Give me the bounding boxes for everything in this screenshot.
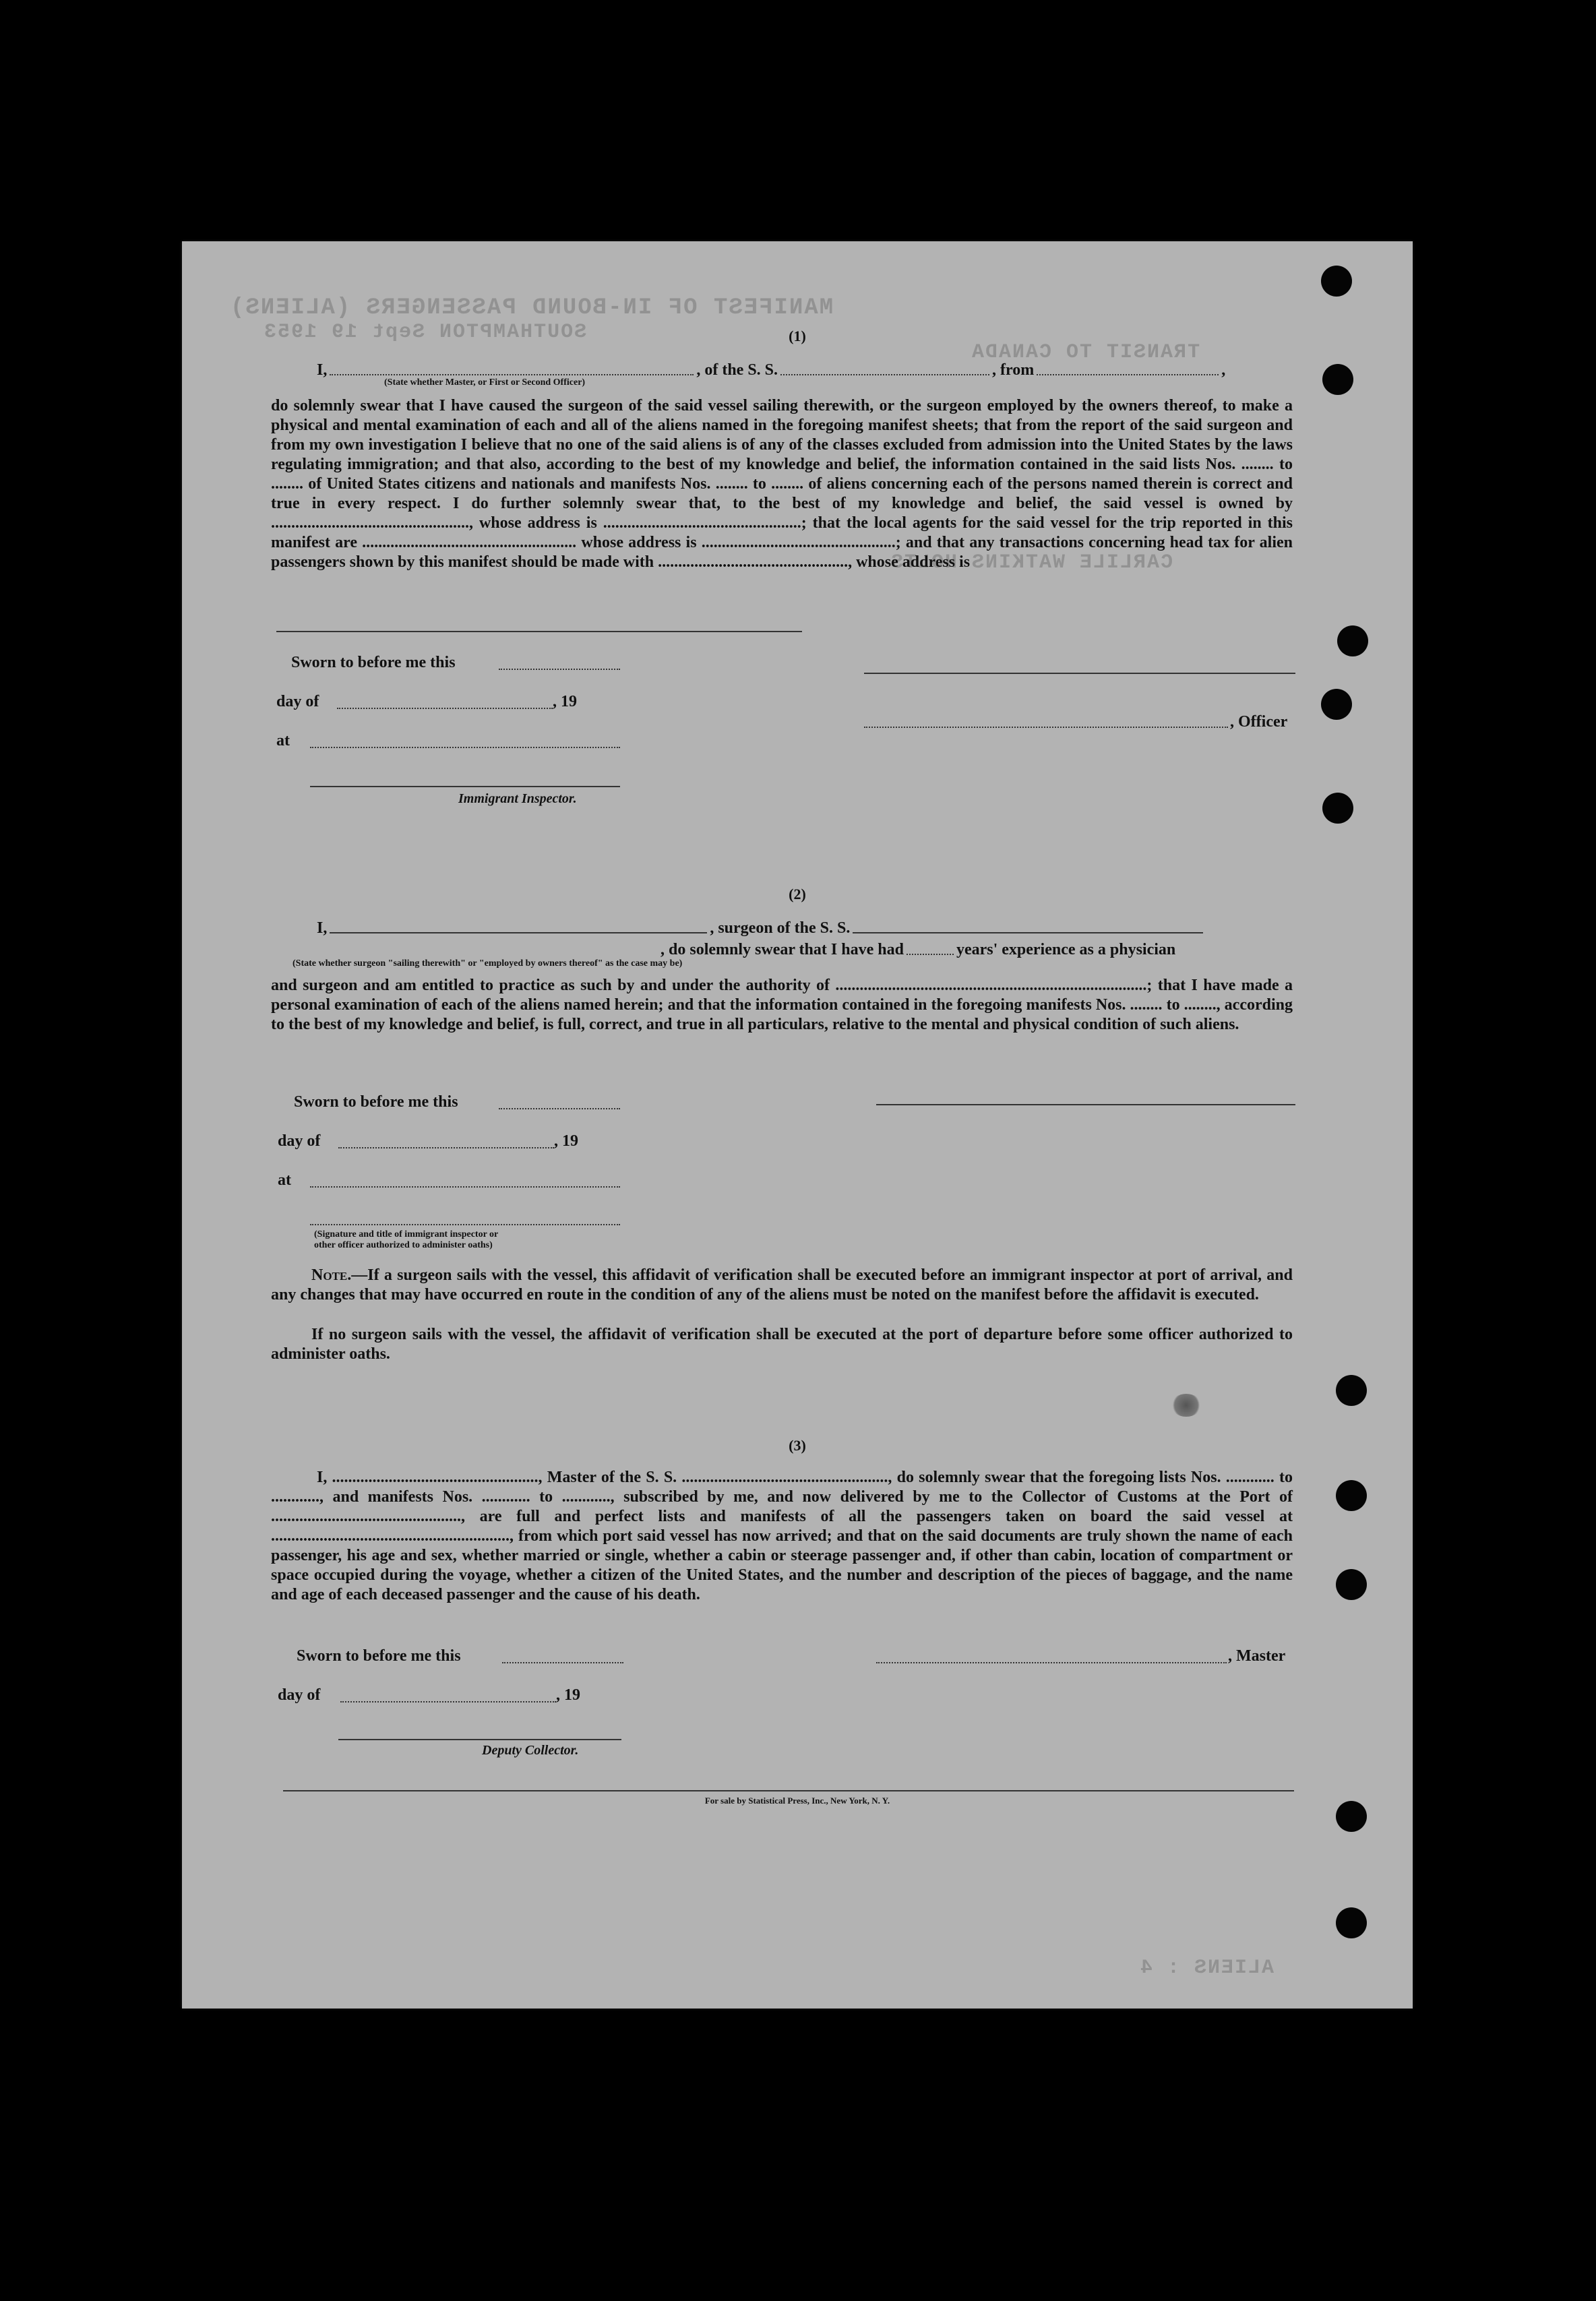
s1-from-label: , from [992,361,1035,379]
s1-day-of: day of [276,693,319,710]
s1-officer-note: (State whether Master, or First or Second Officer) [384,377,586,388]
s2-line2 [661,941,1175,959]
s2-had-label: , do solemnly swear that I have had [661,941,904,958]
s2-note [271,1266,1293,1305]
s3-sworn: Sworn to before me this [297,1647,461,1665]
s1-ss-label: , of the S. S. [696,361,778,379]
punch-hole [1336,1569,1367,1600]
s2-note-label: Note. [311,1266,352,1284]
s1-body: do solemnly swear that I have caused the surgeon of the said vessel sailing therewith, or the surgeon employed by the owners thereof, to make a physical and mental examination of each and all of the aliens named in the foregoing manifest sheets; that from the report of the said surgeon and from my own investigation I believe that no one of the said aliens is of any of the classes excluded from admission into the United States by the laws regulating immigration; and that also, according to the best of my knowledge and belief, the information contained in the said lists Nos. ........ to ........ of United States citizens and nationals and manifests Nos. ........ to ........ of aliens concerning each of the persons named therein is correct and true in every respect. I do further solemnly swear that, to the best of my knowledge and belief, the said vessel is owned by ................................................., whose address is .................................................; that the local agents for the said vessel for the trip reported in this manifest are ..................................................... whose address is ................................................; and that any transactions concerning head tax for alien passengers shown by this manifest should be made with ..............................................., whose address is [271,397,1293,571]
s1-inspector-line [310,786,620,787]
s3-sworn-line [502,1662,623,1663]
s3-master-line [876,1662,1227,1663]
s2-day-of: day of [278,1132,321,1150]
punch-hole [1321,689,1352,720]
ghost-title: MANIFEST OF IN-BOUND PASSENGERS (ALIENS) [229,295,834,321]
s3-day-of: day of [278,1686,321,1704]
s2-i-label: I, [317,919,328,937]
s1-sworn: Sworn to before me this [291,654,456,671]
punch-hole [1322,364,1353,395]
s2-sworn-line [499,1108,620,1109]
footer-rule [283,1790,1294,1791]
s2-line1 [317,919,1206,938]
s1-at-line [310,747,620,748]
s2-body: and surgeon and am entitled to practice as such by and under the authority of .............................................................................; that I have made a personal examination of each of the aliens named herein; and that the information contained in the foregoing manifests Nos. ........ to ........, according to the best of my knowledge and belief, is full, correct, and true in all particulars, relative to the mental and physical condition of such aliens. [271,977,1293,1033]
s2-sworn: Sworn to before me this [294,1093,458,1111]
s2-year: , 19 [554,1132,578,1150]
section-3-heading: (3) [789,1437,806,1454]
punch-hole [1336,1480,1367,1511]
ghost-subtitle: SOUTHAMPTON Sept 19 1953 [263,321,587,344]
s3-body: I, ..................................................., Master of the S. S. ..................................................., do solemnly swear that the foregoing lists Nos. ............ to ............, and manifests Nos. ............ to ............, subscribed by me, and now delivered by me to the Collector of Customs at the Port of ..............................................., are full and perfect lists and manifests of all the passengers taken on board the said vessel at ..........................................................., from which port said vessel has now arrived; and that on the said documents are truly shown the name of each passenger, his age and sex, whether married or single, whether a cabin or steerage passenger and, if other than cabin, location of compartment or space occupied during the voyage, whether a citizen of the United States, and the number and description of the pieces of baggage, and the name and age of each deceased passenger and the cause of his death. [271,1469,1293,1603]
punch-hole [1337,625,1368,656]
s1-sig-line-1 [864,673,1295,674]
s2-sig-note-2: other officer authorized to administer oaths) [314,1240,493,1250]
s1-day-line [337,708,553,709]
s1-inspector: Immigrant Inspector. [458,791,577,806]
s2-at-line [310,1186,620,1188]
printer-footer: For sale by Statistical Press, Inc., New York, N. Y. [704,1796,890,1806]
s2-signature-line [876,1104,1295,1105]
s2-sig-line [310,1224,620,1225]
s1-i-label: I, [317,361,328,379]
s2-note-text: —If a surgeon sails with the vessel, this affidavit of verification shall be executed before an immigrant inspector at port of arrival, and any changes that may have occurred en route in the condition of any of the aliens must be noted on the manifest before the affidavit is executed. [271,1266,1293,1303]
ghost-transit: TRANSIT TO CANADA [971,341,1200,364]
s2-day-line [338,1147,554,1148]
punch-hole [1336,1375,1367,1406]
manifest-page [182,241,1413,2008]
ink-smudge [1171,1394,1202,1417]
s2-note-2: If no surgeon sails with the vessel, the affidavit of verification shall be executed at the port of departure before some officer authorized to administer oaths. [271,1326,1293,1363]
s2-surgeon-note: (State whether surgeon "sailing therewith" or "employed by owners thereof" as the case may be) [293,958,683,969]
punch-hole [1321,266,1352,297]
ghost-aliens: ALIENS : 4 [1139,1957,1275,1980]
s3-collector-line [338,1739,621,1740]
s1-sig-line-2 [864,727,1228,728]
s1-year: , 19 [553,693,577,710]
s1-officer: , Officer [1230,713,1288,731]
s2-surgeon-label: , surgeon of the S. S. [710,919,851,937]
s2-sig-note-1: (Signature and title of immigrant inspector or [314,1229,499,1239]
s3-collector: Deputy Collector. [482,1743,579,1758]
s3-day-line [340,1701,556,1702]
s1-at: at [276,732,290,749]
punch-hole [1336,1907,1367,1938]
s2-years-label: years' experience as a physician [956,941,1176,958]
s3-master: , Master [1228,1647,1286,1665]
punch-hole [1336,1801,1367,1832]
ghost-names: CARLILE WATKINS HOLTS [890,551,1173,574]
s3-year: , 19 [556,1686,580,1704]
s1-sworn-line [499,669,620,670]
s1-rule [276,631,802,632]
section-2-heading: (2) [789,886,806,902]
section-1-heading: (1) [789,328,806,344]
punch-hole [1322,793,1353,824]
s1-line1: I, , of the S. S. , from , [317,361,1226,379]
s2-at: at [278,1171,291,1189]
